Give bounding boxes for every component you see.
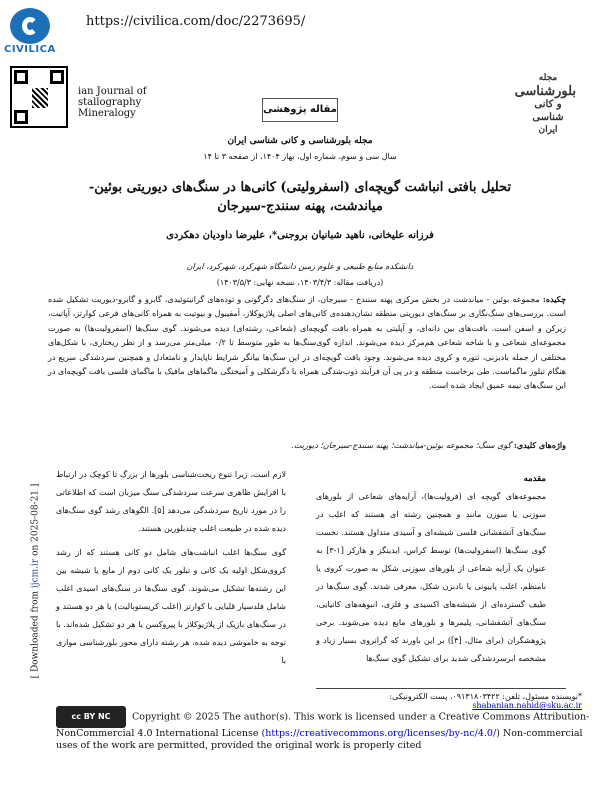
footnote-text: *نویسنده مسئول، تلفن: ۰۹۱۳۱۸۰۳۴۲۲، پست الکترونیکی:	[389, 692, 582, 701]
article-type-badge: مقاله پژوهشی	[262, 98, 338, 122]
intro-paragraph: مجموعه‌های گویچه ای (فرولیت‌ها)، آرایه‌های شعاعی از بلورهای سوزنی یا سوزن مانند و همچنین رشته ای هستند که اغلب در سنگ‌های آتشفشانی فلسی شیشه‌ای و آسیدی متداول هستند. نخست گوی سنگ‌ها (اسفرولیت‌ها) توسط کراس، ایدینگز و هارکر [۱-۳] به عنوان یک آرایه شعاعی از بلورهای سوزنی شکل به صورت کروی یا نامنظم، اغلب پاییونی یا بادبزن شکل، معرفی شدند. گوی سنگ‌ها در طیف گسترده‌ای از شیشه‌های اکسیدی و فلزی، انبوهه‌های کانیایی، سنگ‌های آتشفشانی، پلیمرها و بلورهای مایع دیده می‌شوند. برخی پژوهشگران (برای مثال، [۴]) بر این باورند که گرانروی بسیار زیاد و مشخصه ابرسردشدگی شدید برای تشکیل گوی سنگ‌ها	[316, 492, 546, 663]
abstract-text: مجموعه بوئین - میاندشت در بخش مرکزی پهنه سنندج - سیرجان، از سنگ‌های دگرگونی و توده‌های گرانیتوئیدی، گابرو و گابرو-دیوریت تشکیل شده است. بررسی‌های سنگ‌نگاری بر سنگ‌های دیوریتی منطقه نشان‌دهنده‌ی کانی‌های اصلی پلاژیوکلاز، آمفیبول و بیوتیت به همراه کانی‌های فرعی کوارتز، آپاتیت، زیرکن و اسفن است. بافت‌های بین دانه‌ای، و آپلیتی به همراه بافت گویچه‌ای (شعاعی، رشته‌ای) دیده می‌شوند. گوی سنگ‌ها (اسفرولیت‌ها) به صورت مجموعه‌ای شعاعی و با شاخه شعاعی هم‌مرکز دیده می‌شوند. اندازه گوی‌سنگ‌ها به طور متوسط تا ۰/۲ میلی‌متر می‌رسد و از نظر ریختاری، با شکل‌های مختلفی از جمله بادبزنی، تنوره و کروی دیده می‌شوند. وجود بافت گویچه‌ای در این سنگ‌ها بیانگر شرایط ناپایدار و نامتعادل و همچنین سردشدگی سریع در هنگام تبلور ماگماست. طی برخاست منطقه و در پی آن فرآیند ذوب‌شدگی همراه با دگرشکلی و آمیختگی ماگماهای مافیک با ماگمای فلسی بافت گویچه‌ای در این سنگ‌های نیمه عمیق ایجاد شده است.	[48, 295, 566, 391]
qr-code-icon	[10, 66, 68, 128]
document-url[interactable]: https://civilica.com/doc/2273695/	[86, 14, 306, 29]
journal-persian-logo: مجله بلورشناسی و کانی شناسی ایران	[514, 73, 576, 135]
journal-name: مجله بلورشناسی و کانی شناسی ایران	[227, 136, 373, 146]
affiliation: دانشکده منابع طبیعی و علوم زمین دانشگاه شهرکرد، شهرکرد، ایران	[186, 262, 414, 271]
keywords-text: گوی سنگ؛ مجموعه بوئین-میاندشت؛ پهنه سنندج-سیرجان؛ دیوریت.	[291, 441, 512, 450]
body-paragraph-2: گوی سنگ‌ها اغلب انباشت‌های شامل دو کانی هستند که از رشد کروی‌شکل اولیه یک کانی و تبلور یک کانی دوم از مایع یا شیشه بین این رشته‌ها تشکیل می‌شوند. گوی سنگ‌ها در سنگ‌های اسیدی اغلب شامل فلدسپار قلیایی با کوارتز (اغلب کریستوبالیت) یا هر دو هستند و در سنگ‌های بازیک از پلاژیوکلاز با پیروکسن یا هر دو تشکیل شده‌اند. با توجه به خاموشی دیده شده، هر رشته دارای محور بلورشناسی موازی با	[56, 548, 286, 665]
submission-dates: (دریافت مقاله: ۱۴۰۳/۴/۳، نسخه نهایی: ۱۴۰۳/۵/۳)	[216, 278, 384, 287]
abstract	[48, 292, 566, 394]
download-site-link[interactable]: ijcm.ir	[30, 558, 41, 589]
column-right	[316, 470, 546, 668]
column-left	[56, 466, 286, 670]
license-link[interactable]: https://creativecommons.org/licenses/by-nc/4.0/	[265, 728, 497, 739]
body-paragraph-1: لازم است، زیرا تنوع ریخت‌شناسی بلورها از بزرگ تا کوچک در ارتباط با افزایش ظاهری سرعت سردشدگی سنگ میزبان است که اطلاعاتی را در مورد تاریخ سردشدگی می‌دهد [۵]. الگوهای رشد گوی سنگ‌های دیده شده در طبیعت اغلب چندبلورین هستند.	[56, 470, 286, 533]
cc-license-icon[interactable]: cc BY NC	[56, 706, 126, 728]
keywords	[48, 440, 566, 450]
civilica-logo-icon	[10, 8, 50, 44]
footnote-divider	[316, 688, 566, 689]
paper-title: تحلیل بافتی انباشت گویچه‌ای (اسفرولیتی) کانی‌ها در سنگ‌های دیوریتی بوئین-میاندشت، پهنه سنندج-سیرجان	[88, 180, 512, 214]
journal-issue: سال سی و سوم، شماره اول، بهار ۱۴۰۴، از صفحه ۳ تا ۱۴	[203, 152, 397, 161]
license-text-2: ) Non-commercial uses of the work are permitted, provided the original work is properly cited	[56, 728, 583, 751]
authors: فرزانه علیخانی، ناهید شبانیان بروجنی*، علیرضا داودیان دهکردی	[166, 230, 434, 241]
license-notice	[56, 706, 590, 752]
license-text-1: Copyright © 2025 The author(s). This work is licensed under a Creative Commons Attribution-NonCommercial 4.0 International License (	[56, 711, 590, 739]
civilica-logo-text: CIVILICA	[4, 44, 56, 55]
keywords-label: واژه‌های کلیدی:	[513, 440, 566, 450]
journal-english-title: ian Journal of stallography Mineralogy	[78, 86, 147, 119]
download-stamp: [ Downloaded from ijcm.ir on 2025-08-21 ]	[30, 483, 41, 679]
abstract-label: چکیده:	[542, 294, 567, 304]
author-email-link[interactable]: shabanian.nahid@sku.ac.ir	[472, 701, 582, 710]
intro-heading: مقدمه	[523, 474, 546, 484]
